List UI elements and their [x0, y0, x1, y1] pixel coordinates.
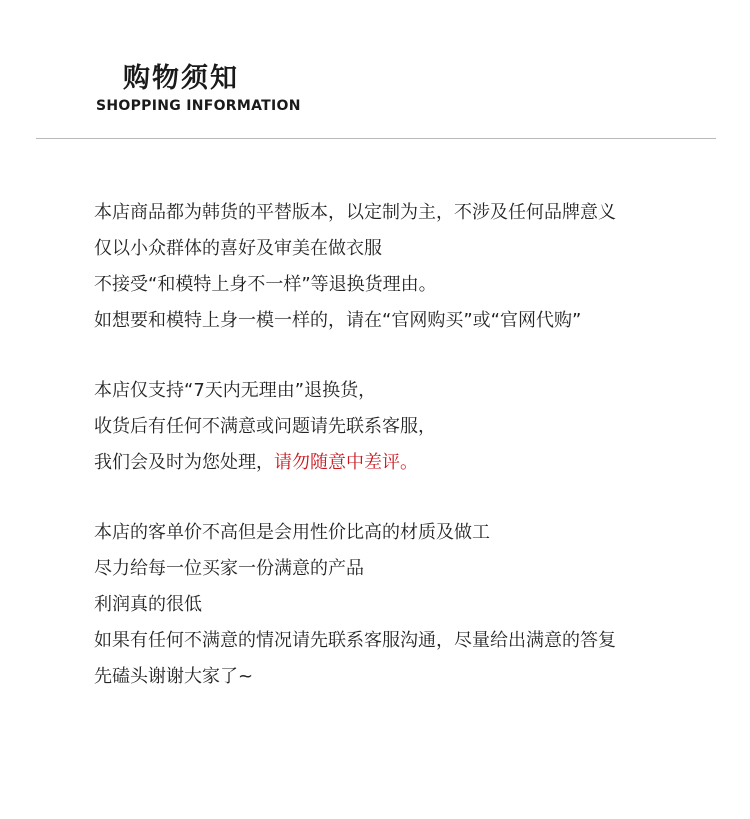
page-subtitle: SHOPPING INFORMATION: [96, 98, 301, 114]
text-line: 如想要和模特上身一模一样的，请在“官网购买”或“官网代购”: [94, 310, 582, 331]
text-line: 本店商品都为韩货的平替版本，以定制为主，不涉及任何品牌意义: [94, 202, 616, 223]
text-line: 利润真的很低: [94, 594, 202, 615]
paragraph-quality-notice: [94, 515, 714, 695]
header: [0, 0, 750, 140]
text-line: 本店仅支持“7天内无理由”退换货，: [94, 380, 377, 401]
page-title: 购物须知: [123, 63, 239, 94]
text-line: 仅以小众群体的喜好及审美在做衣服: [94, 238, 382, 259]
text-line-prefix: 我们会及时为您处理，: [94, 452, 274, 473]
text-line: 先磕头谢谢大家了~: [94, 666, 254, 687]
paragraph-return-policy: [94, 373, 714, 481]
text-line: 不接受“和模特上身不一样”等退换货理由。: [94, 274, 437, 295]
notice-content: [94, 195, 714, 729]
review-warning-highlight: 请勿随意中差评。: [274, 452, 418, 473]
paragraph-brand-notice: [94, 195, 714, 339]
header-divider: [36, 138, 716, 139]
text-line: [94, 445, 714, 481]
text-line: 本店的客单价不高但是会用性价比高的材质及做工: [94, 522, 490, 543]
text-line: 如果有任何不满意的情况请先联系客服沟通，尽量给出满意的答复: [94, 630, 616, 651]
text-line: 尽力给每一位买家一份满意的产品: [94, 558, 364, 579]
text-line: 收货后有任何不满意或问题请先联系客服，: [94, 416, 436, 437]
